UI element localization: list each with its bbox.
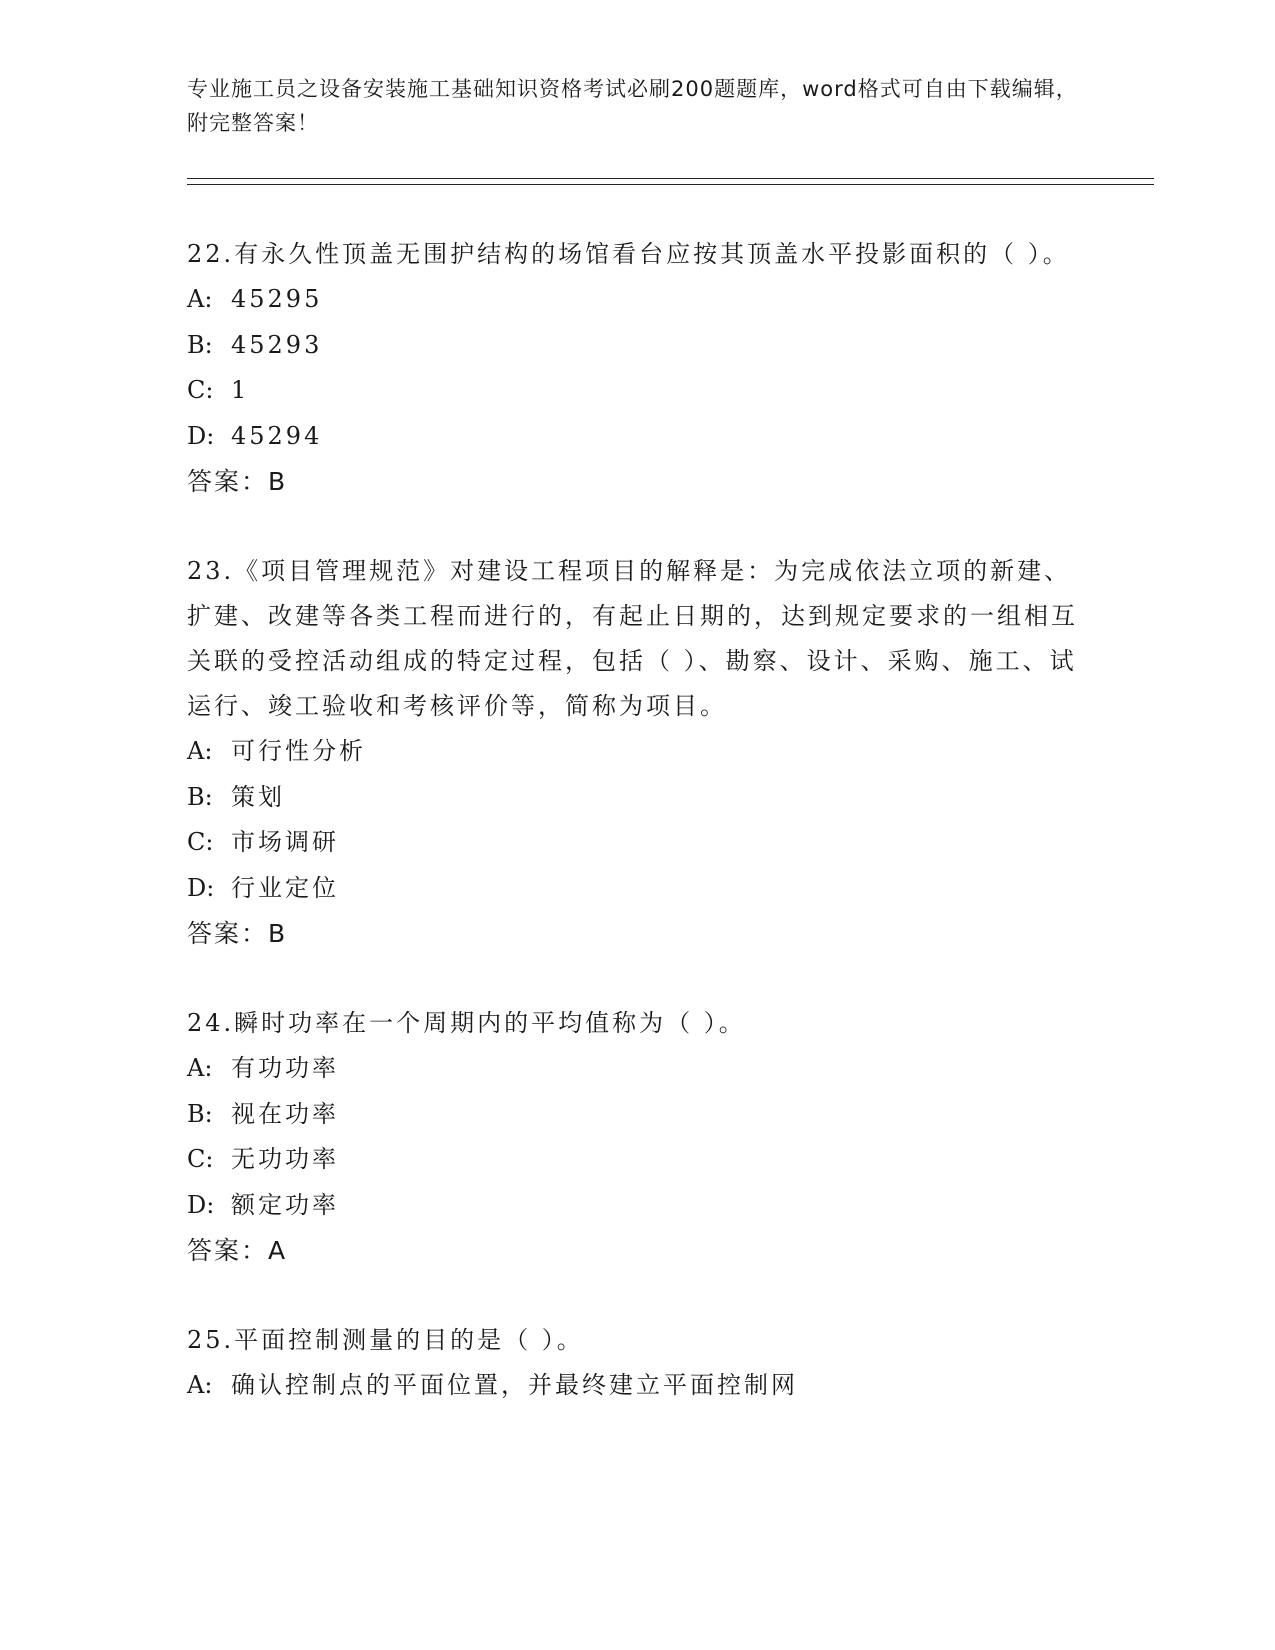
answer-line: 答案：A [187,1236,288,1265]
question-22 [187,232,1087,504]
question-23 [187,549,1087,956]
answer-line: 答案：B [187,919,288,948]
option-c [187,1137,1087,1183]
option-c [187,368,1087,414]
option-text: 45293 [231,330,323,359]
question-spacer [187,956,1087,1001]
option-text: 有功功率 [231,1054,339,1082]
question-spacer [187,504,1087,549]
option-text: 无功功率 [231,1145,339,1173]
option-d [187,1183,1087,1229]
option-a [187,277,1087,323]
option-b [187,1092,1087,1138]
option-a [187,729,1087,775]
option-label: A: [187,737,213,765]
option-label: A: [187,1371,213,1399]
question-list [187,232,1087,1409]
option-text: 确认控制点的平面位置，并最终建立平面控制网 [231,1371,798,1399]
option-label: C: [187,828,214,856]
option-label: C: [187,1145,214,1173]
option-b [187,775,1087,821]
option-label: B: [187,782,213,811]
question-stem: 22.有永久性顶盖无围护结构的场馆看台应按其顶盖水平投影面积的（ ）。 [187,240,1070,268]
question-25 [187,1318,1087,1409]
question-24 [187,1001,1087,1273]
option-label: D: [187,1190,215,1219]
option-label: D: [187,873,215,902]
option-text: 策划 [231,782,285,811]
option-label: A: [187,285,213,313]
question-stem: 23.《项目管理规范》对建设工程项目的解释是：为完成依法立项的新建、扩建、改建等各类工程而进行的，有起止日期的，达到规定要求的一组相互关联的受控活动组成的特定过程，包括（ ）、勘察、设计、采购、施工、试运行、竣工验收和考核评价等，简称为项目。 [187,557,1078,720]
option-text: 可行性分析 [231,737,366,765]
question-stem: 24.瞬时功率在一个周期内的平均值称为（ ）。 [187,1009,746,1037]
option-label: B: [187,1099,213,1128]
option-text: 市场调研 [231,828,339,856]
option-label: A: [187,1054,213,1082]
option-label: B: [187,330,213,359]
header-divider-bottom [187,184,1154,185]
option-text: 额定功率 [231,1190,339,1219]
answer-line: 答案：B [187,467,288,496]
header-divider-top [187,178,1154,179]
document-header: 专业施工员之设备安装施工基础知识资格考试必刷200题题库，word格式可自由下载编辑，附完整答案！ [187,77,1078,135]
question-spacer [187,1273,1087,1318]
option-a [187,1046,1087,1092]
option-text: 45294 [231,421,323,450]
option-c [187,820,1087,866]
question-stem: 25.平面控制测量的目的是（ ）。 [187,1326,584,1354]
option-text: 视在功率 [231,1099,339,1128]
option-label: C: [187,376,214,404]
option-d [187,414,1087,460]
option-text: 45295 [231,285,323,313]
option-b [187,323,1087,369]
option-text: 行业定位 [231,873,339,902]
option-text: 1 [231,376,250,404]
option-label: D: [187,421,215,450]
option-a [187,1363,1087,1409]
option-d [187,866,1087,912]
